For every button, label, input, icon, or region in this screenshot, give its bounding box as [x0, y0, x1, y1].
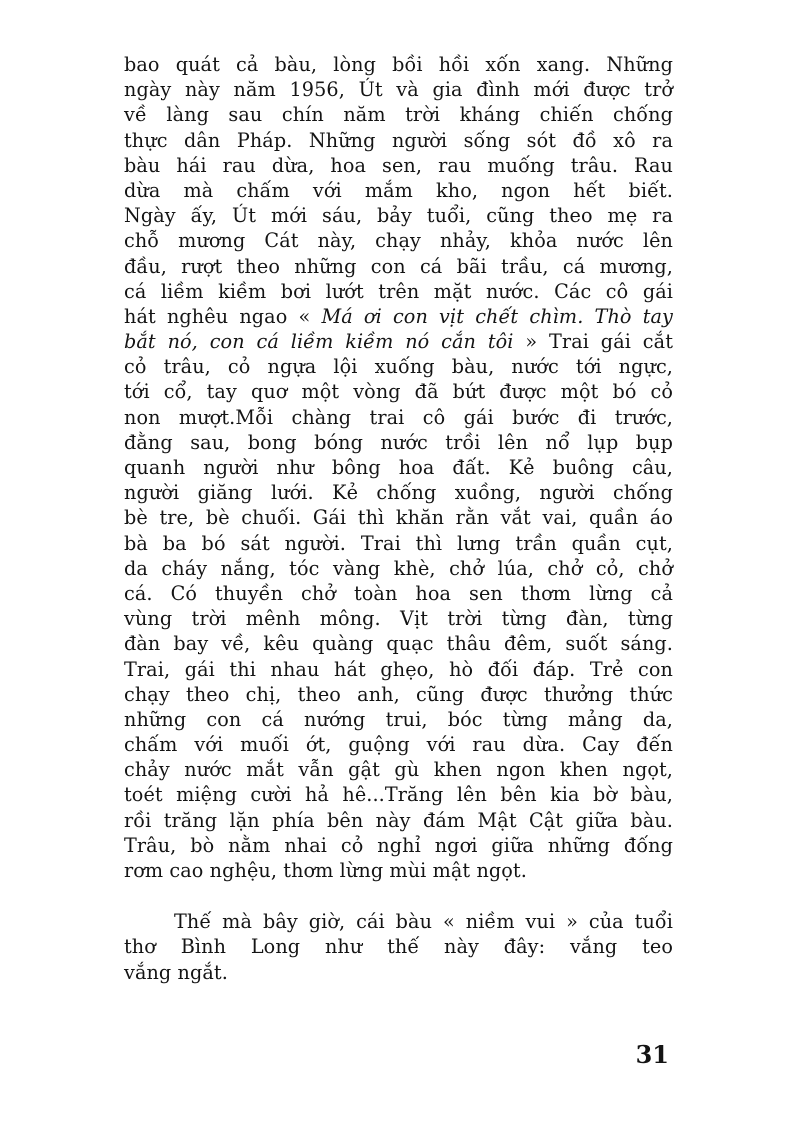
song-quote: Má ơi con vịt chết chìm. Thò tay	[321, 304, 673, 328]
text-line: Trai, gái thi nhau hát ghẹo, hò đối đáp. Trẻ con	[124, 657, 673, 681]
text-line: rồi trăng lặn phía bên này đám Mật Cật giữa bàu.	[124, 808, 673, 832]
text-segment: hát nghêu ngao «	[124, 304, 322, 328]
text-line: toét miệng cười hả hê...Trăng lên bên kia bờ bàu,	[124, 783, 673, 807]
text-line: đằng sau, bong bóng nước trồi lên nổ lụp bụp	[124, 430, 673, 454]
text-line: Ngày ấy, Út mới sáu, bảy tuổi, cũng theo mẹ ra	[124, 204, 673, 228]
text-line: đầu, rượt theo những con cá bãi trầu, cá mương,	[124, 254, 673, 278]
text-line: những con cá nướng trui, bóc từng mảng da,	[124, 707, 673, 731]
text-line: dừa mà chấm với mắm kho, ngon hết biết.	[124, 178, 673, 202]
text-line: Thế mà bây giờ, cái bàu « niềm vui » của tuổi	[174, 910, 673, 934]
text-line: đàn bay về, kêu quàng quạc thâu đêm, suốt sáng.	[124, 632, 673, 656]
text-line	[124, 329, 673, 354]
text-line: ngày này năm 1956, Út và gia đình mới được trở	[124, 78, 673, 102]
text-line: thơ Bình Long như thế này đây: vắng teo	[124, 935, 673, 959]
text-line: quanh người như bông hoa đất. Kẻ buông câu,	[124, 456, 673, 479]
text-line: non mượt.Mỗi chàng trai cô gái bước đi trước,	[124, 405, 673, 429]
text-line: cá liềm kiềm bơi lướt trên mặt nước. Các cô gái	[124, 279, 673, 303]
text-line: chấm với muối ớt, guộng với rau dừa. Cay đến	[124, 733, 673, 757]
text-segment: » Trai gái cắt	[513, 330, 673, 354]
text-line: tới cổ, tay quơ một vòng đã bứt được một bó cỏ	[124, 380, 673, 404]
text-line: cá. Có thuyền chở toàn hoa sen thơm lừng cả	[124, 581, 673, 605]
text-line	[124, 304, 673, 329]
text-line: rơm cao nghệu, thơm lừng mùi mật ngọt.	[124, 859, 527, 882]
text-line: bè tre, bè chuối. Gái thì khăn rằn vắt vai, quần áo	[124, 506, 673, 530]
text-line: bàu hái rau dừa, hoa sen, rau muống trâu. Rau	[124, 153, 673, 177]
text-line: thực dân Pháp. Những người sống sót đồ xô ra	[124, 128, 673, 152]
text-line: về làng sau chín năm trời kháng chiến chống	[124, 103, 673, 127]
text-line: vùng trời mênh mông. Vịt trời từng đàn, từng	[124, 607, 673, 631]
text-line: Trâu, bò nằm nhai cỏ nghỉ ngơi giữa những đống	[124, 833, 673, 857]
text-line: chỗ mương Cát này, chạy nhảy, khỏa nước lên	[124, 229, 673, 253]
song-quote: bắt nó, con cá liềm kiềm nó cắn tôi	[124, 330, 514, 354]
paragraph-gap	[124, 883, 673, 909]
text-line: bao quát cả bàu, lòng bồi hồi xốn xang. Những	[124, 53, 673, 76]
text-line: vắng ngắt.	[124, 960, 228, 984]
text-line: chạy theo chị, theo anh, cũng được thưởng thức	[124, 682, 673, 706]
page-number: 31	[635, 1040, 669, 1069]
text-line: da cháy nắng, tóc vàng khè, chở lúa, chở cỏ, chở	[124, 556, 673, 580]
text-line: bà ba bó sát người. Trai thì lưng trần quần cụt,	[124, 531, 673, 555]
text-line: chảy nước mắt vẫn gật gù khen ngon khen ngọt,	[124, 758, 673, 782]
text-line: cỏ trâu, cỏ ngựa lội xuống bàu, nước tới ngực,	[124, 355, 673, 379]
text-line: người giăng lưới. Kẻ chống xuồng, người chống	[124, 481, 673, 505]
body-text	[124, 52, 673, 985]
